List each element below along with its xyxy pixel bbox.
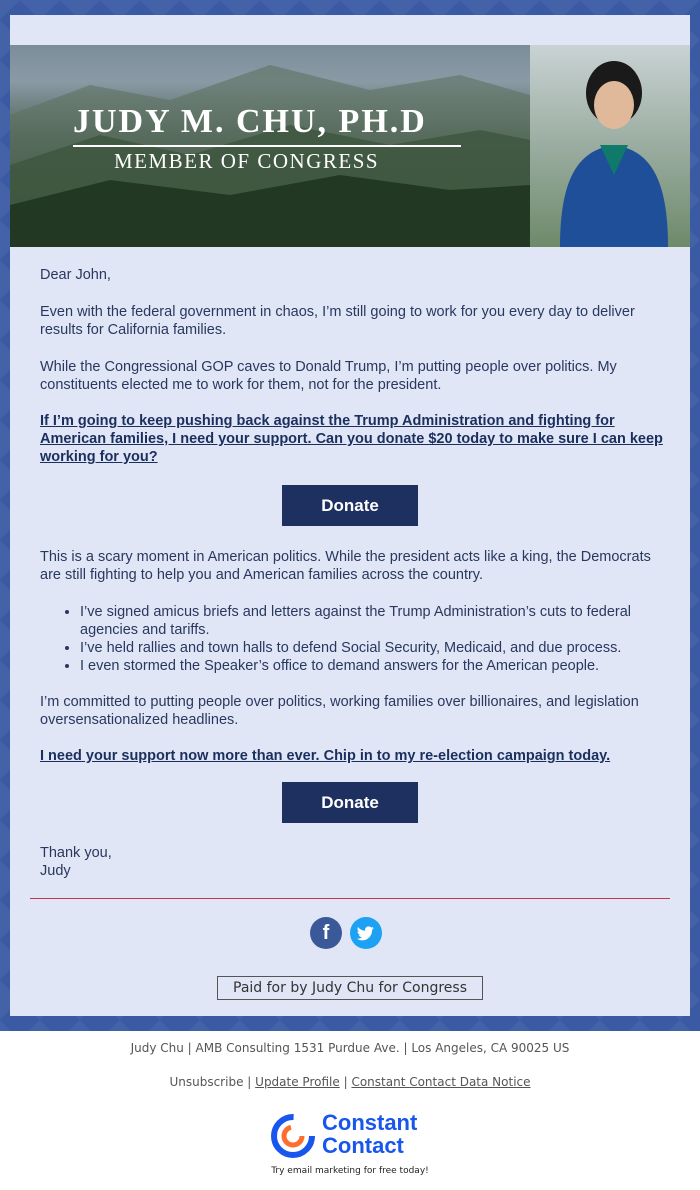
portrait-figure	[530, 45, 690, 247]
twitter-bird-icon	[350, 917, 382, 949]
update-profile-link[interactable]: Update Profile	[255, 1075, 340, 1089]
twitter-icon[interactable]	[350, 917, 382, 949]
paragraph-2: While the Congressional GOP caves to Donald Trump, I’m putting people over politics. My constituents elected me to work for them, not for the president.	[40, 359, 617, 393]
ask-paragraph-2	[40, 747, 670, 765]
footer-address: Judy Chu | AMB Consulting 1531 Purdue Ave. | Los Angeles, CA 90025 US	[130, 1041, 570, 1055]
data-notice-link[interactable]: Constant Contact Data Notice	[351, 1075, 531, 1089]
portrait-photo	[530, 45, 690, 247]
constant-contact-logo[interactable]	[270, 1111, 440, 1161]
footer	[0, 1031, 700, 1190]
footer-links	[0, 1075, 700, 1089]
banner-name: JUDY M. CHU, PH.D	[73, 103, 427, 140]
list-item: • I’ve signed amicus briefs and letters against the Trump Administration’s cuts to federal agencies and tariffs.	[80, 603, 670, 639]
signoff-name: Judy	[40, 863, 71, 879]
list-item: • I even stormed the Speaker’s office to demand answers for the American people.	[80, 657, 670, 675]
ask-paragraph-1	[40, 412, 670, 466]
separator: |	[343, 1075, 348, 1089]
paragraph-1: Even with the federal government in chaos, I’m still going to work for you every day to deliver results for California families.	[40, 304, 635, 338]
banner-subtitle: MEMBER OF CONGRESS	[114, 149, 380, 173]
unsubscribe-link[interactable]: Unsubscribe	[169, 1075, 244, 1089]
ask-link-2[interactable]: I need your support now more than ever. Chip in to my re-election campaign today.	[40, 748, 611, 764]
email-card	[10, 15, 690, 1016]
divider	[30, 898, 670, 899]
constant-contact-logo-icon	[270, 1113, 316, 1159]
paragraph-4: I’m committed to putting people over politics, working families over billionaires, and legislation oversensationalized headlines.	[40, 694, 639, 728]
ask-link-1[interactable]: If I’m going to keep pushing back against the Trump Administration and fighting for American families, I need your support. Can you donate $20 today to make sure I can keep working for you?	[40, 413, 663, 465]
separator: |	[247, 1075, 252, 1089]
donate-button-1[interactable]: Donate	[282, 485, 418, 526]
facebook-icon[interactable]	[310, 917, 342, 949]
brand-line-1: Constant	[322, 1110, 418, 1135]
greeting: Dear John,	[40, 267, 111, 283]
banner-rule	[73, 145, 461, 147]
brand-line-2: Contact	[322, 1133, 404, 1158]
paragraph-3: This is a scary moment in American politics. While the president acts like a king, the Democrats are still fighting to help you and American families across the country.	[40, 549, 651, 583]
facebook-glyph: f	[322, 922, 330, 944]
signoff-thanks: Thank you,	[40, 845, 112, 861]
accomplishments-list	[40, 603, 670, 675]
donate-button-2[interactable]: Donate	[282, 782, 418, 823]
paid-for-disclaimer: Paid for by Judy Chu for Congress	[217, 976, 483, 1000]
list-item: • I’ve held rallies and town halls to defend Social Security, Medicaid, and due process.	[80, 639, 670, 657]
header-banner	[10, 45, 690, 247]
footer-tagline[interactable]: Try email marketing for free today!	[271, 1166, 429, 1176]
